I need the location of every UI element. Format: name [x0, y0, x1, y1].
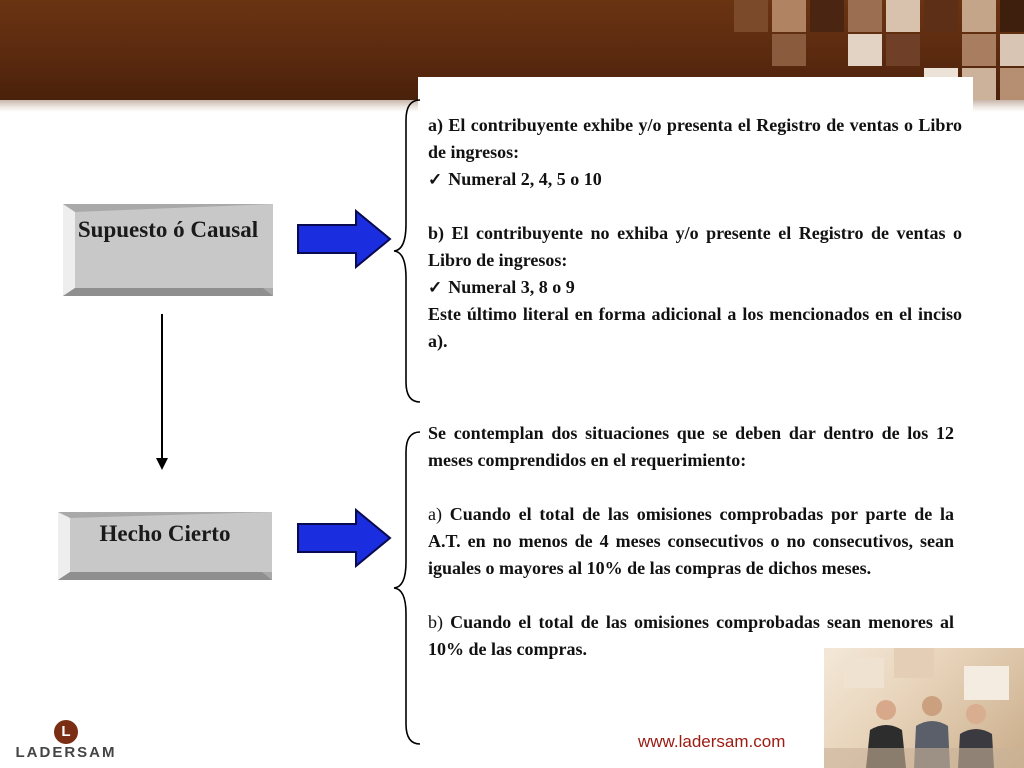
option-b-check-label: Numeral 3, 8 o 9 — [448, 277, 575, 297]
right-arrow-icon — [296, 209, 392, 269]
supuesto-causal-label: Supuesto ó Causal — [77, 217, 259, 242]
hecho-cierto-box — [58, 512, 272, 580]
causal-text-block — [428, 112, 962, 355]
situation-b-prefix: b) — [428, 612, 443, 632]
checkmark-icon: ✓ — [428, 170, 443, 189]
option-b-text: b) El contribuyente no exhiba y/o presente el Registro de ventas o Libro de ingresos: — [428, 223, 962, 270]
situation-b — [428, 609, 954, 663]
brace-icon — [392, 430, 422, 746]
situation-a — [428, 501, 954, 582]
hecho-text-block — [428, 420, 954, 663]
situations-intro: Se contemplan dos situaciones que se deben dar dentro de los 12 meses comprendidos en el requerimiento: — [428, 423, 954, 470]
option-a-check-item — [428, 166, 962, 193]
brace-icon — [392, 98, 422, 404]
right-arrow-icon — [296, 508, 392, 568]
option-a-check-label: Numeral 2, 4, 5 o 10 — [448, 169, 602, 189]
option-b-note: Este último literal en forma adicional a los mencionados en el inciso a). — [428, 304, 962, 351]
down-arrow-icon — [153, 314, 173, 474]
logo-wordmark: LADERSAM — [15, 744, 117, 761]
situation-b-text: Cuando el total de las omisiones comprobadas sean menores al 10% de las compras. — [428, 612, 954, 659]
hecho-cierto-label: Hecho Cierto — [99, 521, 231, 546]
ladersam-logo — [6, 718, 126, 764]
corner-photo — [824, 648, 1024, 768]
logo-mark: L — [54, 720, 78, 744]
people-illustration — [824, 648, 1024, 768]
situation-a-text: Cuando el total de las omisiones comprobadas por parte de la A.T. en no menos de 4 meses consecutivos o no consecutivos, sean iguales o mayores al 10% de las compras de dichos meses. — [428, 504, 955, 578]
option-a-text: a) El contribuyente exhibe y/o presenta el Registro de ventas o Libro de ingresos: — [428, 115, 962, 162]
supuesto-causal-box — [63, 204, 273, 296]
situation-a-prefix: a) — [428, 504, 442, 524]
checkmark-icon: ✓ — [428, 278, 443, 297]
website-link[interactable]: www.ladersam.com — [638, 732, 786, 751]
option-b-check-item — [428, 274, 962, 301]
